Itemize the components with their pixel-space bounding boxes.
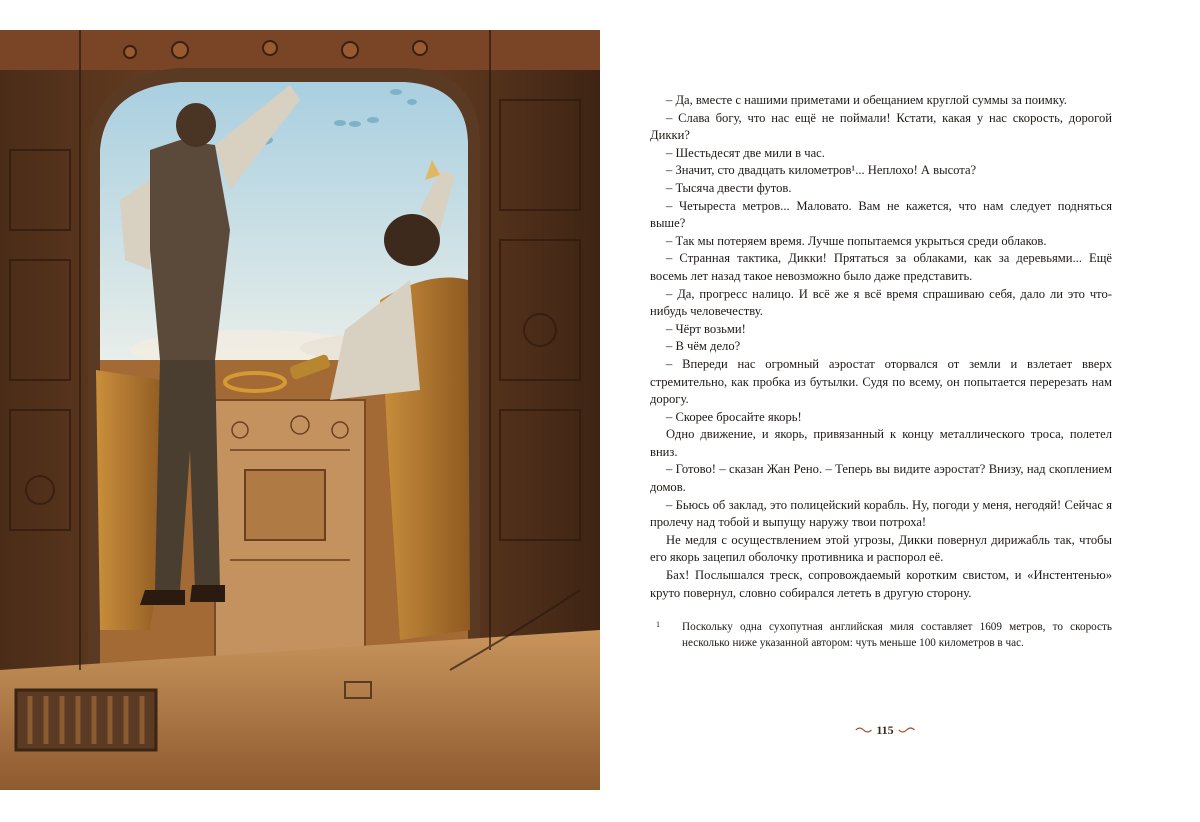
paragraph: – В чём дело? — [666, 339, 741, 354]
text-page — [650, 92, 1112, 662]
paragraph: Не медля с осуществлением этой угрозы, Дикки повернул дирижабль так, чтобы его якорь зацепил оболочку противника и распорол её. — [650, 532, 1112, 565]
paragraph: – Четыреста метров... Маловато. Вам не кажется, что нам следует подняться выше? — [650, 198, 1112, 231]
page-number — [855, 720, 915, 740]
footnote-text: Поскольку одна сухопутная английская миля составляет 1609 метров, то скорость несколько ниже указанной автором: чуть меньше 100 километров в час. — [682, 621, 1112, 649]
paragraph: – Да, прогресс налицо. И всё же я всё время спрашиваю себя, дало ли это что-нибудь человечеству. — [650, 286, 1112, 319]
paragraph: – Чёрт возьми! — [666, 321, 746, 336]
airship-cockpit-illustration-icon — [0, 30, 600, 790]
paragraph: – Бьюсь об заклад, это полицейский корабль. Ну, погоди у меня, негодяй! Сейчас я пролечу над тобой и выпущу наружу твои потроха! — [650, 497, 1112, 530]
paragraph: – Так мы потеряем время. Лучше попытаемся укрыться среди облаков. — [666, 233, 1047, 248]
left-ornament-icon — [855, 725, 872, 735]
footnote — [650, 620, 1112, 651]
page-number-value: 115 — [876, 722, 894, 737]
paragraph: – Впереди нас огромный аэростат оторвался от земли и взлетает вверх стремительно, как пробка из бутылки. Судя по всему, он попытается перерезать нам дорогу. — [650, 356, 1112, 407]
paragraph: – Тысяча двести футов. — [666, 180, 792, 195]
paragraph: – Да, вместе с нашими приметами и обещанием круглой суммы за поимку. — [666, 93, 1067, 107]
paragraph: – Слава богу, что нас ещё не поймали! Кстати, какая у нас скорость, дорогой Дикки? — [650, 110, 1112, 143]
paragraph: – Готово! – сказан Жан Рено. – Теперь вы видите аэростат? Внизу, над скоплением домов. — [650, 462, 1112, 495]
paragraph: Одно движение, и якорь, привязанный к концу металлического троса, полетел вниз. — [650, 427, 1112, 459]
right-ornament-icon — [898, 725, 915, 735]
footnote-mark: 1 — [656, 620, 660, 630]
paragraph: – Странная тактика, Дикки! Прятаться за облаками, как за деревьями... Ещё восемь лет назад такое невозможно было даже представить. — [650, 251, 1112, 283]
paragraph: – Скорее бросайте якорь! — [666, 409, 802, 424]
paragraph: – Шестьдесят две мили в час. — [666, 145, 825, 160]
paragraph: Бах! Послышался треск, сопровождаемый коротким свистом, и «Инстентенью» круто повернул, словно собирался лететь в другую сторону. — [650, 568, 1112, 600]
paragraph: – Значит, сто двадцать километров¹... Неплохо! А высота? — [666, 163, 977, 178]
illustration — [0, 30, 600, 790]
